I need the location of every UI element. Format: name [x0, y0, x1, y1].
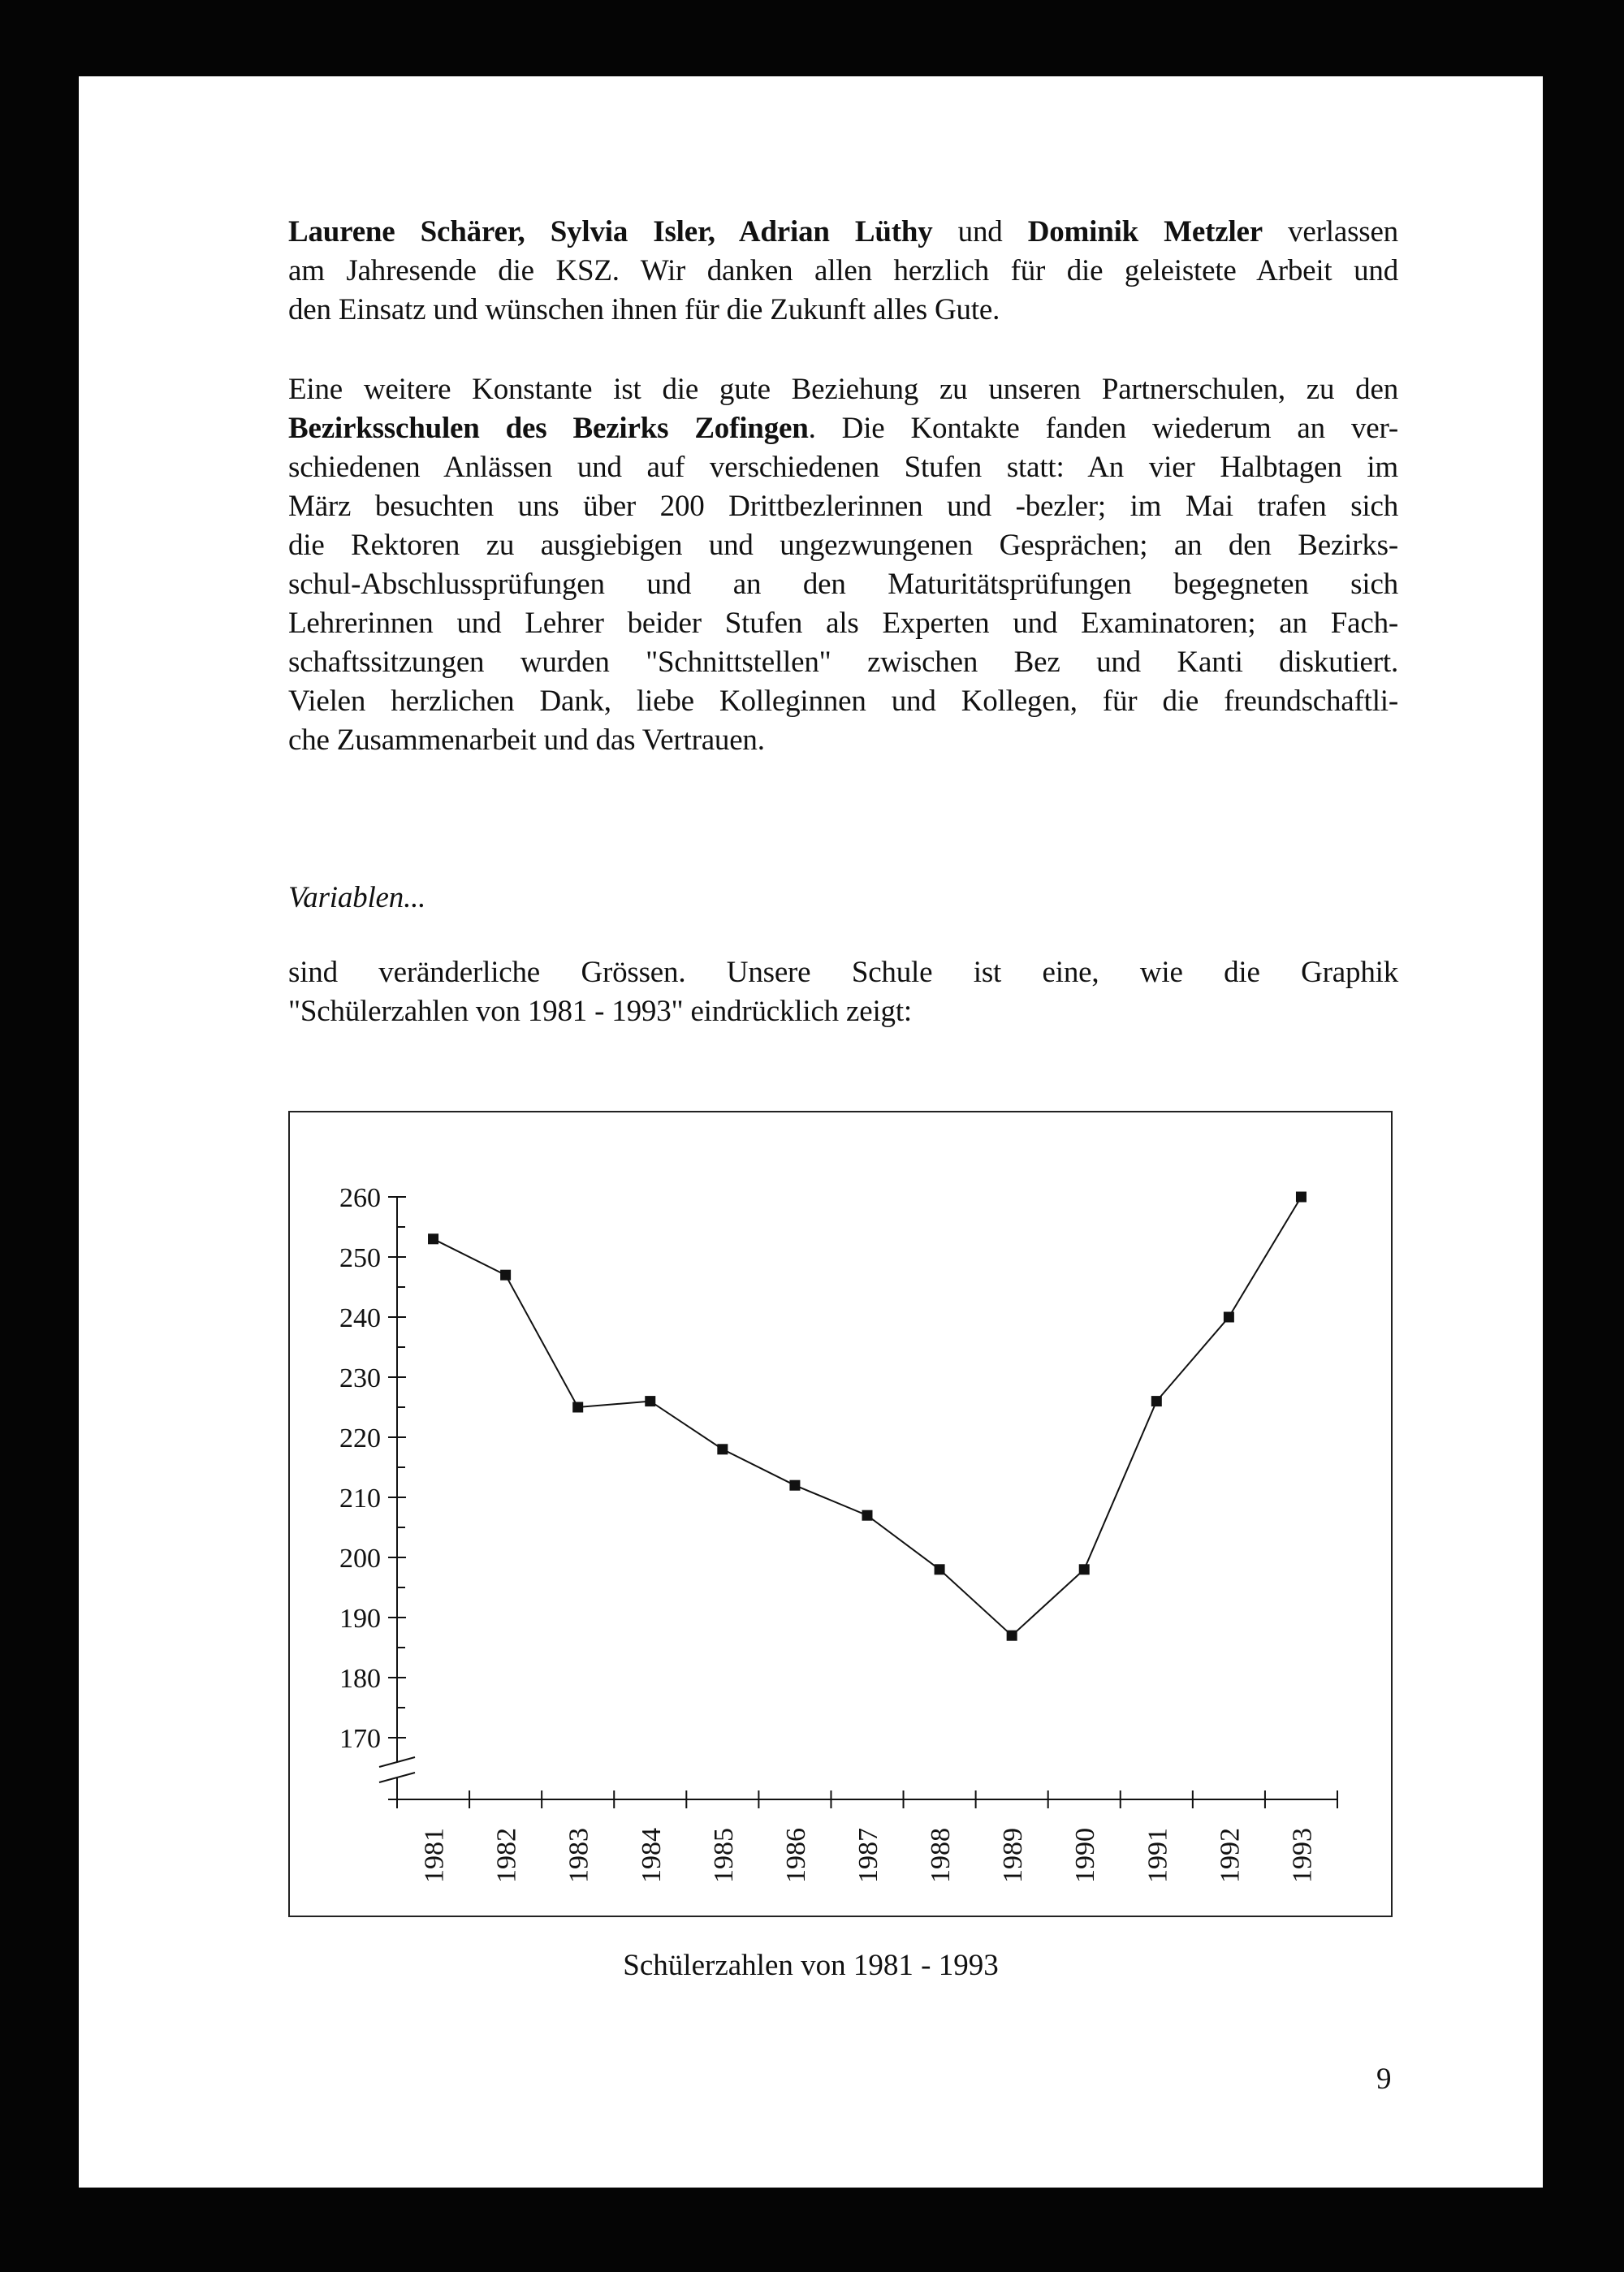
text-line [288, 721, 1398, 760]
data-point-marker [1224, 1312, 1234, 1323]
x-tick-label: 1987 [853, 1828, 883, 1883]
text-line [288, 252, 1398, 291]
text-line [288, 682, 1398, 721]
x-tick-label: 1985 [708, 1828, 739, 1883]
data-point-marker [1151, 1396, 1162, 1406]
text-segment: und [932, 215, 1028, 248]
text-line [288, 953, 1398, 992]
x-axis [388, 1790, 1337, 1883]
text-line [288, 604, 1398, 643]
x-tick-label: 1991 [1142, 1828, 1173, 1883]
line-chart [290, 1112, 1394, 1919]
data-point-marker [645, 1396, 655, 1406]
text-segment: verlassen [1263, 215, 1398, 248]
paragraph-farewell [288, 213, 1398, 330]
x-tick-label: 1986 [780, 1828, 811, 1883]
y-tick-label: 220 [339, 1423, 381, 1453]
text-line [288, 291, 1398, 330]
chart-frame [288, 1111, 1393, 1917]
y-tick-label: 240 [339, 1303, 381, 1333]
x-tick-label: 1990 [1070, 1828, 1101, 1883]
text-segment: schiedenen Anlässen und auf verschiedenen Stufen statt: An vier Halbtagen im [288, 451, 1398, 484]
text-line [288, 448, 1398, 487]
data-point-marker [500, 1270, 511, 1281]
data-point-marker [1007, 1631, 1017, 1641]
y-tick-label: 190 [339, 1604, 381, 1634]
text-line [288, 643, 1398, 682]
bold-text: Dominik Metzler [1027, 215, 1263, 248]
x-tick-label: 1981 [419, 1828, 450, 1883]
data-point-marker [789, 1480, 800, 1491]
bold-text: Bezirksschulen des Bezirks Zofingen [288, 412, 809, 445]
text-segment: sind veränderliche Grössen. Unsere Schule ist eine, wie die Graphik [288, 956, 1398, 989]
text-line [288, 370, 1398, 409]
x-tick-label: 1992 [1215, 1828, 1246, 1883]
page-number: 9 [1376, 2063, 1392, 2096]
series-line [434, 1197, 1302, 1635]
data-point-marker [862, 1510, 873, 1521]
y-tick-label: 250 [339, 1243, 381, 1273]
y-tick-label: 230 [339, 1363, 381, 1393]
text-segment: "Schülerzahlen von 1981 - 1993" eindrücklich zeigt: [288, 995, 913, 1028]
data-point-marker [428, 1233, 438, 1244]
text-line [288, 487, 1398, 526]
data-point-marker [717, 1444, 728, 1454]
text-segment: Eine weitere Konstante ist die gute Beziehung zu unseren Partnerschulen, zu den [288, 373, 1398, 406]
text-segment: . Die Kontakte fanden wiederum an ver- [808, 412, 1398, 445]
document-page [79, 76, 1543, 2188]
text-line [288, 565, 1398, 604]
x-tick-label: 1983 [564, 1828, 594, 1883]
text-line [288, 213, 1398, 252]
y-tick-label: 210 [339, 1484, 381, 1514]
paragraph-variables [288, 953, 1398, 1031]
y-tick-label: 170 [339, 1724, 381, 1754]
x-tick-label: 1989 [998, 1828, 1029, 1883]
x-tick-label: 1982 [491, 1828, 522, 1883]
x-tick-label: 1988 [926, 1828, 957, 1883]
paragraph-partner-schools [288, 370, 1398, 760]
text-segment: Lehrerinnen und Lehrer beider Stufen als Experten und Examinatoren; an Fach- [288, 607, 1398, 640]
x-tick-label: 1984 [636, 1828, 667, 1883]
data-point-marker [572, 1402, 583, 1413]
text-segment: den Einsatz und wünschen ihnen für die Zukunft alles Gute. [288, 293, 1000, 326]
text-segment: März besuchten uns über 200 Drittbezlerinnen und -bezler; im Mai trafen sich [288, 490, 1398, 523]
text-line [288, 992, 1398, 1031]
text-line [288, 526, 1398, 565]
data-point-marker [935, 1564, 945, 1574]
x-tick-label: 1993 [1287, 1828, 1318, 1883]
text-segment: am Jahresende die KSZ. Wir danken allen herzlich für die geleistete Arbeit und [288, 254, 1398, 287]
text-segment: schul-Abschlussprüfungen und an den Maturitätsprüfungen begegneten sich [288, 568, 1398, 601]
data-point-marker [1296, 1192, 1307, 1203]
y-tick-label: 260 [339, 1183, 381, 1213]
series-schuelerzahlen [428, 1192, 1307, 1641]
text-segment: schaftssitzungen wurden "Schnittstellen" zwischen Bez und Kanti diskutiert. [288, 646, 1398, 679]
section-heading: Variablen... [288, 881, 426, 914]
y-tick-label: 180 [339, 1664, 381, 1694]
y-axis [339, 1183, 415, 1808]
text-segment: die Rektoren zu ausgiebigen und ungezwungenen Gesprächen; an den Bezirks- [288, 529, 1398, 562]
text-segment: Vielen herzlichen Dank, liebe Kolleginnen und Kollegen, für die freundschaftli- [288, 685, 1398, 718]
y-tick-label: 200 [339, 1544, 381, 1574]
data-point-marker [1079, 1564, 1090, 1574]
chart-caption: Schülerzahlen von 1981 - 1993 [623, 1949, 999, 1982]
text-segment: che Zusammenarbeit und das Vertrauen. [288, 723, 765, 757]
text-line [288, 409, 1398, 448]
bold-text: Laurene Schärer, Sylvia Isler, Adrian Lüthy [288, 215, 933, 248]
